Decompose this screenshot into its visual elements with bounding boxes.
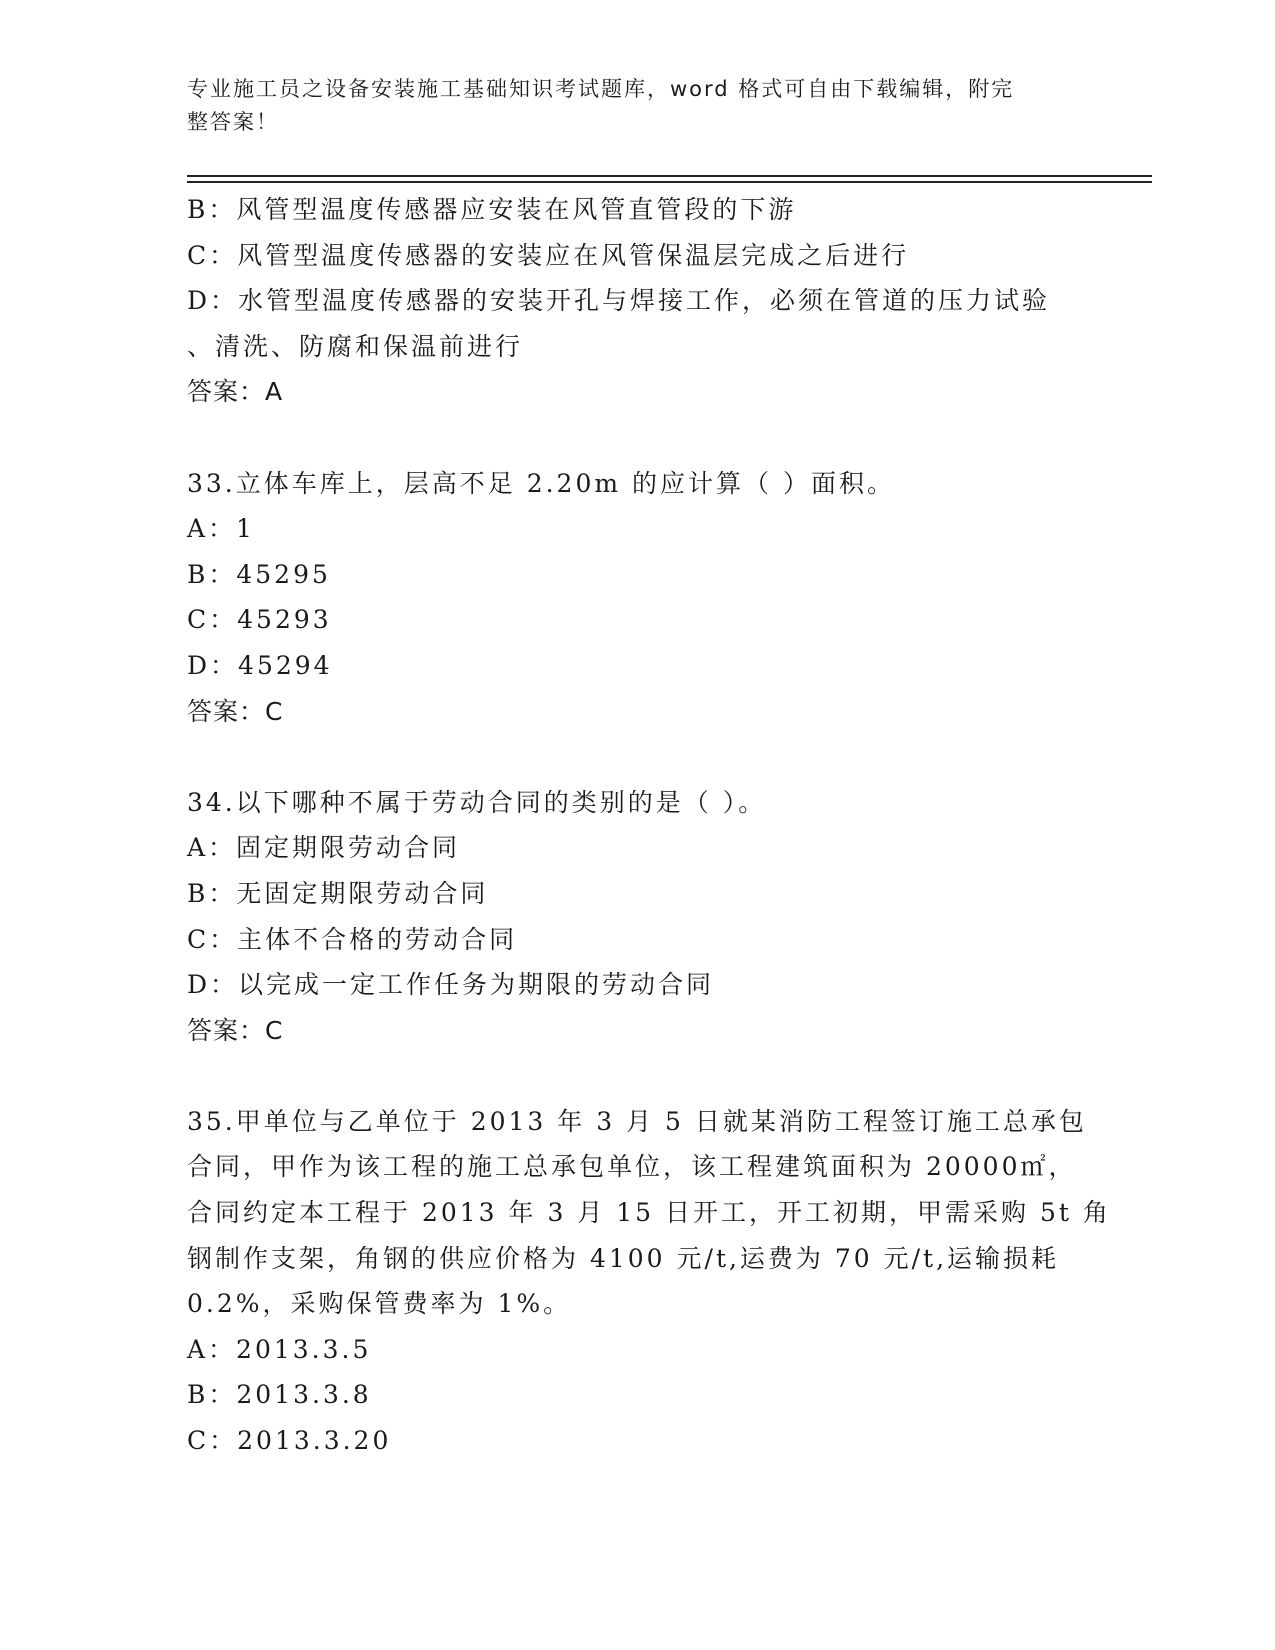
q32-option-c: C：风管型温度传感器的安装应在风管保温层完成之后进行: [187, 240, 910, 270]
q35-option-b: B：2013.3.8: [187, 1380, 372, 1410]
q35-question-line-2: 合同，甲作为该工程的施工总承包单位，该工程建筑面积为 20000㎡，: [187, 1152, 1077, 1182]
q33-option-c: C：45293: [187, 605, 332, 635]
q32-option-b: B：风管型温度传感器应安装在风管直管段的下游: [187, 195, 797, 224]
q35-option-a: A：2013.3.5: [187, 1334, 372, 1364]
q34-option-a: A：固定期限劳动合同: [187, 833, 461, 863]
q35-option-c: C：2013.3.20: [187, 1426, 392, 1456]
q35-question-line-3: 合同约定本工程于 2013 年 3 月 15 日开工，开工初期，甲需采购 5t 角: [187, 1198, 1111, 1228]
spacer: [187, 734, 1107, 780]
q35-question-line-4: 钢制作支架，角钢的供应价格为 4100 元/t,运费为 70 元/t,运输损耗: [187, 1243, 1060, 1273]
q34-question: 34.以下哪种不属于劳动合同的类别的是（ ）。: [187, 787, 767, 817]
q33-answer: 答案：C: [187, 696, 284, 726]
q33-option-b: B：45295: [187, 559, 331, 589]
q34-option-b: B：无固定期限劳动合同: [187, 878, 489, 908]
header-line-2: 整答案！: [187, 110, 279, 134]
q34-option-d: D：以完成一定工作任务为期限的劳动合同: [187, 970, 715, 1000]
q32-option-d-line-2: 、清洗、防腐和保温前进行: [187, 331, 524, 361]
question-33: [187, 461, 1107, 735]
q32-option-d-line-1: D：水管型温度传感器的安装开孔与焊接工作，必须在管道的压力试验: [187, 286, 1051, 316]
q32-answer: 答案：A: [187, 377, 284, 407]
q33-question: 33.立体车库上，层高不足 2.20m 的应计算（ ）面积。: [187, 468, 895, 498]
q34-option-c: C：主体不合格的劳动合同: [187, 924, 518, 954]
q34-answer: 答案：C: [187, 1015, 284, 1045]
header-divider-top: [187, 175, 1152, 177]
question-35: [187, 1099, 1111, 1464]
header-line-1: 专业施工员之设备安装施工基础知识考试题库，word 格式可自由下载编辑，附完: [187, 77, 1015, 101]
q33-option-d: D：45294: [187, 650, 333, 680]
question-34: [187, 780, 1107, 1054]
spacer: [187, 1053, 1107, 1099]
q33-option-a: A：1: [187, 514, 255, 544]
question-32: [187, 187, 1107, 415]
q35-question-line-5: 0.2%，采购保管费率为 1%。: [187, 1289, 572, 1319]
spacer: [187, 415, 1107, 461]
header-divider-bottom: [187, 181, 1152, 183]
document-header: [187, 73, 1067, 139]
document-body: [187, 187, 1111, 1464]
q35-question-line-1: 35.甲单位与乙单位于 2013 年 3 月 5 日就某消防工程签订施工总承包: [187, 1106, 1087, 1136]
